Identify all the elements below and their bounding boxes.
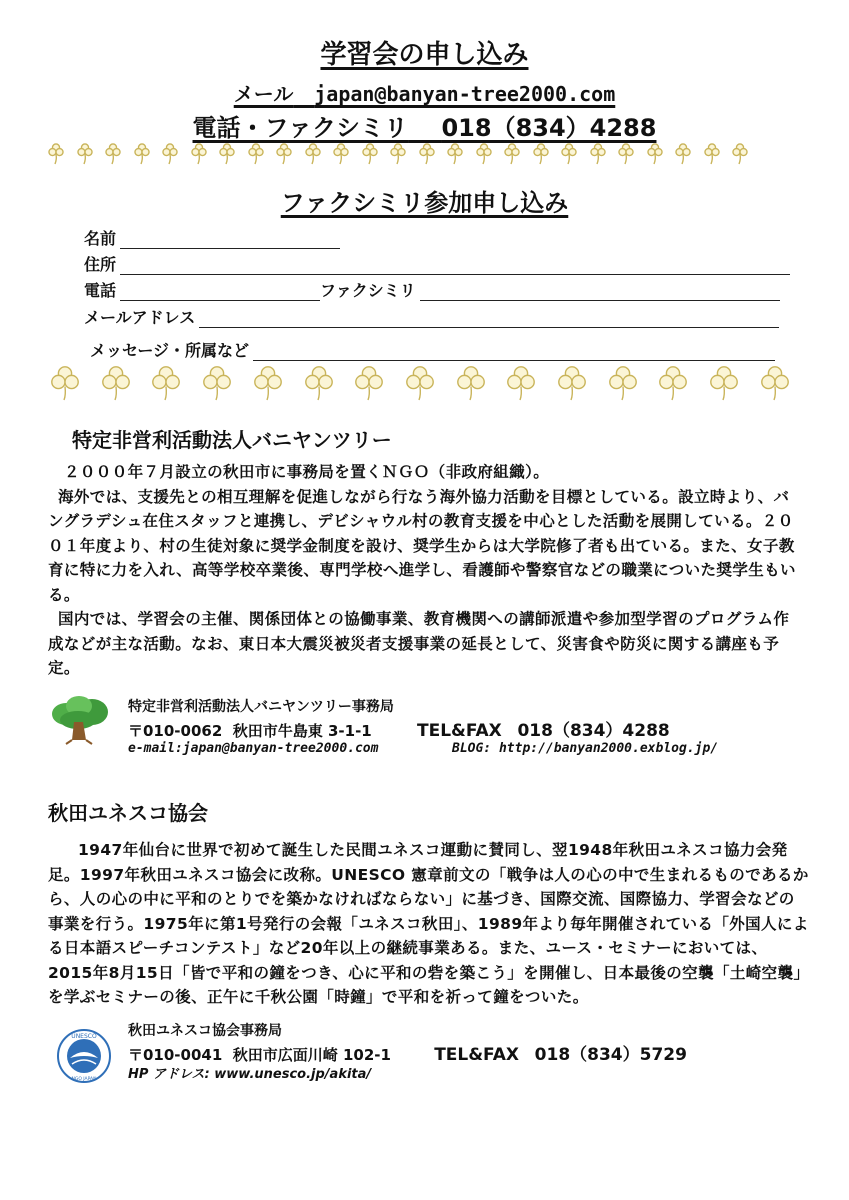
clover-icon [253,365,283,401]
clover-icon [304,365,334,401]
clover-icon [77,143,93,165]
address-label: 住所 [84,255,117,274]
clover-icon [704,143,720,165]
banyan-address: 秋田市牛島東 3-1-1 [232,722,372,740]
clover-icon [48,143,64,165]
clover-icon [390,143,406,165]
clover-divider-large [50,365,790,401]
clover-icon [105,143,121,165]
banyan-email-line[interactable]: e-mail:japan@banyan-tree2000.com [128,741,379,756]
banyan-address-line [128,716,670,741]
name-field[interactable] [120,247,340,249]
clover-icon [456,365,486,401]
banyan-blog-line[interactable]: BLOG: http://banyan2000.exblog.jp/ [452,741,719,756]
clover-icon [506,365,536,401]
unesco-office-name: 秋田ユネスコ協会事務局 [128,1023,282,1039]
clover-icon [709,365,739,401]
form-row-address [84,252,790,275]
clover-icon [405,365,435,401]
clover-icon [557,365,587,401]
unesco-postal: 〒010-0041 [128,1046,223,1064]
clover-icon [533,143,549,165]
message-field[interactable] [253,359,775,361]
clover-icon [618,143,634,165]
clover-icon [333,143,349,165]
banyan-telfax-label: TEL&FAX [416,721,502,741]
clover-icon [561,143,577,165]
clover-icon [760,365,790,401]
phone-label: 電話・ファクシミリ [192,114,409,142]
unesco-logo-top-text: UNESCO [71,1033,97,1040]
phone-field[interactable] [120,299,320,301]
phone-line [0,108,849,143]
clover-icon [647,143,663,165]
form-row-message [90,338,775,361]
unesco-logo [56,1028,112,1088]
fax-label: ファクシミリ [320,281,416,300]
clover-icon [276,143,292,165]
banyan-tree-logo [48,694,112,750]
banyan-postal: 〒010-0062 [128,722,223,740]
clover-icon [590,143,606,165]
clover-icon [447,143,463,165]
clover-icon [101,365,131,401]
email-label: メール [233,82,294,106]
clover-icon [732,143,748,165]
banyan-paragraph-3: 国内では、学習会の主催、関係団体との協働事業、教育機関への講師派遣や参加型学習のプログラム作成などが主な活動。なお、東日本大震災被災者支援事業の延長として、災害食や防災に関する講座も予定。 [48,610,790,677]
unesco-hp-line[interactable]: HP アドレス: www.unesco.jp/akita/ [128,1067,372,1082]
clover-icon [191,143,207,165]
clover-icon [202,365,232,401]
banyan-telfax: 018（834）4288 [517,721,670,741]
unesco-description [48,838,810,1010]
form-row-email [84,305,779,328]
email-line [0,78,849,107]
clover-icon [362,143,378,165]
email-field[interactable] [199,326,779,328]
form-row-phone [84,278,780,301]
clover-icon [151,365,181,401]
fax-field[interactable] [420,299,780,301]
clover-icon [354,365,384,401]
fax-form-title: ファクシミリ参加申し込み [280,189,569,217]
banyan-office-name: 特定非営利活動法人バニヤンツリー事務局 [128,699,394,715]
message-label: メッセージ・所属など [90,341,250,360]
name-label: 名前 [84,229,117,248]
clover-icon [248,143,264,165]
phone-number: 018（834）4288 [441,114,657,142]
page-title: 学習会の申し込み [320,40,529,70]
clover-icon [675,143,691,165]
address-field[interactable] [120,273,790,275]
clover-divider-small [48,143,748,165]
form-row-name [84,226,340,249]
clover-icon [504,143,520,165]
unesco-address: 秋田市広面川崎 102-1 [232,1046,391,1064]
banyan-paragraph-1: ２０００年７月設立の秋田市に事務局を置くＮＧＯ（非政府組織）。 [64,463,550,481]
email-field-label: メールアドレス [84,308,196,327]
clover-icon [476,143,492,165]
unesco-heading: 秋田ユネスコ協会 [48,801,208,825]
unesco-telfax-label: TEL&FAX [434,1045,519,1065]
clover-icon [608,365,638,401]
phone-field-label: 電話 [84,281,117,300]
email-address[interactable]: japan@banyan-tree2000.com [314,82,616,106]
clover-icon [419,143,435,165]
clover-icon [162,143,178,165]
unesco-address-line [128,1040,687,1065]
banyan-paragraph-2: 海外では、支援先との相互理解を促進しながら行なう海外協力活動を目標としている。設立時より、バングラデシュ在住スタッフと連携し、デビシャウル村の教育支援を中心とした活動を展開している。２００１年度より、村の生徒対象に奨学金制度を設け、奨学生からは大学院修了者も出ている。また、女子教育に特に力を入れ、高等学校卒業後、専門学校へ進学し、看護師や警察官などの職業についた奨学生もいる。 [48,487,796,604]
clover-icon [658,365,688,401]
banyan-description [48,460,803,681]
unesco-paragraph: 1947年仙台に世界で初めて誕生した民間ユネスコ運動に賛同し、翌1948年秋田ユネスコ協力会発足。1997年秋田ユネスコ協会に改称。UNESCO 憲章前文の「戦争は人の心の中で生まれるものであるから、人の心の中に平和のとりでを築かなければならない」に基づき、国際交流、国際協力、学習会などの事業を行う。1975年に第1号発行の会報「ユネスコ秋田」、1989年より毎年開催されている「外国人による日本語スピーチコンテスト」など20年以上の継続事業ある。また、ユース・セミナーにおいては、2015年8月15日「皆で平和の鐘をつき、心に平和の砦を築こう」を開催し、日本最後の空襲「土崎空襲」を学ぶセミナーの後、正午に千秋公園「時鐘」で平和を祈って鐘をついた。 [48,841,810,1006]
unesco-logo-bottom-text: NGO JAPAN [71,1077,97,1082]
clover-icon [305,143,321,165]
clover-icon [134,143,150,165]
clover-icon [219,143,235,165]
clover-icon [50,365,80,401]
unesco-telfax: 018（834）5729 [534,1045,687,1065]
banyan-heading: 特定非営利活動法人バニヤンツリー [72,428,392,452]
